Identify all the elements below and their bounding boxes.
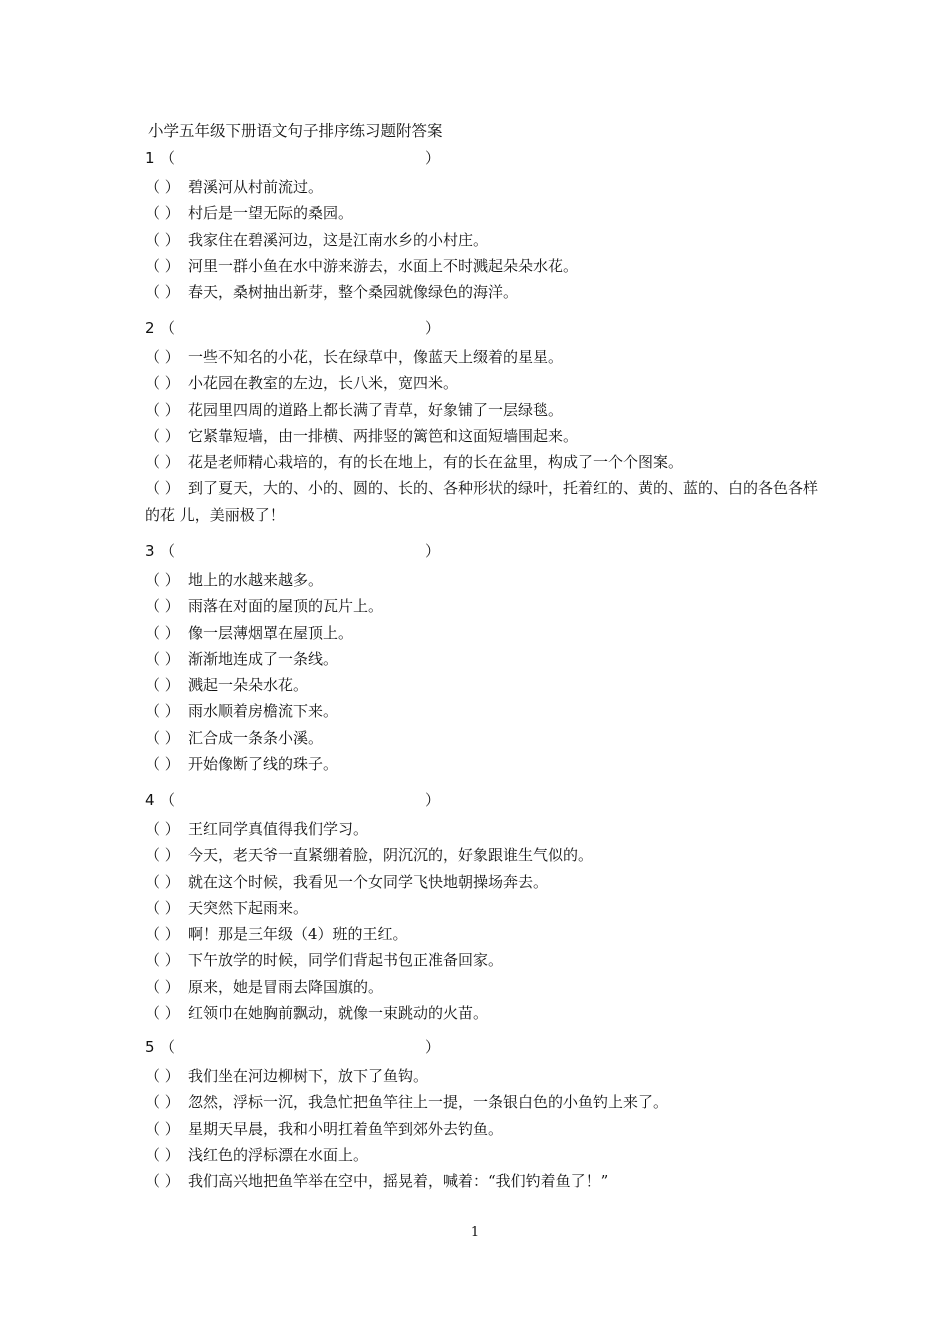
answer-bracket-close: ）: [425, 1038, 441, 1056]
sentence-text: 王红同学真值得我们学习。: [188, 820, 369, 838]
sentence-item: [145, 1116, 825, 1142]
sentence-text: 雨水顺着房檐流下来。: [188, 702, 339, 721]
sentence-text: 今天，老天爷一直紧绷着脸，阴沉沉的，好象跟谁生气似的。: [188, 846, 594, 865]
sentence-text: 星期天早晨，我和小明扛着鱼竿到郊外去钓鱼。: [188, 1119, 504, 1138]
sentence-item: [145, 227, 825, 253]
order-blank: （ ）: [145, 951, 180, 970]
order-blank: （ ）: [145, 230, 180, 249]
order-blank: （ ）: [145, 755, 180, 774]
order-blank: （ ）: [145, 1172, 180, 1191]
order-blank: （ ）: [145, 374, 180, 393]
question-header: [145, 790, 825, 816]
sentence-text: 小花园在教室的左边，长八米，宽四米。: [188, 374, 459, 393]
sentence-item: [145, 1142, 825, 1168]
sentence-text: 我们坐在河边柳树下，放下了鱼钩。: [188, 1067, 429, 1085]
sentence-text: 花是老师精心栽培的，有的长在地上，有的长在盆里，构成了一个个图案。: [188, 453, 684, 472]
sentence-text: 像一层薄烟罩在屋顶上。: [188, 623, 354, 642]
order-blank: （ ）: [145, 977, 180, 996]
sentence-item: [145, 895, 825, 921]
sentence-item: [145, 1089, 825, 1115]
sentence-text: 开始像断了线的珠子。: [188, 755, 339, 774]
order-blank: （ ）: [145, 453, 180, 472]
sentence-item: [145, 449, 825, 475]
sentence-item: [145, 751, 825, 777]
sentence-text: 啊！那是三年级（4）班的王红。: [188, 925, 408, 944]
order-blank: （ ）: [145, 820, 180, 838]
sentence-text: 到了夏天，大的、小的、圆的、长的、各种形状的绿叶，托着红的、黄的、蓝的、白的各色各样的花 儿，美丽极了！: [145, 479, 819, 524]
sentence-item: [145, 253, 825, 279]
sentence-item: [145, 200, 825, 226]
sentence-text: 溅起一朵朵水花。: [188, 676, 309, 695]
question-number: 5: [145, 1038, 155, 1056]
answer-bracket-open: （: [160, 319, 176, 337]
answer-bracket-open: （: [160, 791, 176, 809]
question-header: [145, 541, 825, 567]
order-blank: （ ）: [145, 1145, 180, 1164]
sentence-item: [145, 921, 825, 947]
sentence-item: [145, 842, 825, 868]
order-blank: （ ）: [145, 728, 180, 747]
order-blank: （ ）: [145, 256, 180, 275]
sentence-text: 原来，她是冒雨去降国旗的。: [188, 977, 384, 996]
order-blank: （ ）: [145, 400, 180, 419]
order-blank: （ ）: [145, 1119, 180, 1138]
sentence-item: [145, 646, 825, 672]
sentence-item: [145, 1168, 825, 1194]
answer-bracket-close: ）: [425, 542, 441, 560]
sentence-item: [145, 725, 825, 751]
question-header: [145, 318, 825, 344]
sentence-item: [145, 567, 825, 593]
sentence-text: 渐渐地连成了一条线。: [188, 649, 339, 668]
sentence-item: [145, 869, 825, 895]
question-4: [145, 790, 825, 1026]
question-number: 4: [145, 791, 155, 809]
order-blank: （ ）: [145, 872, 180, 891]
question-number: 3: [145, 542, 155, 560]
answer-bracket-open: （: [160, 1038, 176, 1056]
question-number: 2: [145, 319, 155, 337]
sentence-item: [145, 698, 825, 724]
sentence-text: 我们高兴地把鱼竿举在空中，摇晃着，喊着：“我们钓着鱼了！”: [188, 1172, 609, 1191]
sentence-item: [145, 344, 825, 370]
order-blank: （ ）: [145, 204, 180, 223]
sentence-item: [145, 620, 825, 646]
order-blank: （ ）: [145, 348, 180, 366]
question-5: [145, 1037, 825, 1194]
page-number: 1: [470, 1225, 480, 1240]
sentence-item: [145, 1063, 825, 1089]
sentence-text: 村后是一望无际的桑园。: [188, 204, 354, 223]
sentence-item: [145, 279, 825, 305]
order-blank: （ ）: [145, 1067, 180, 1085]
answer-bracket-close: ）: [425, 791, 441, 809]
order-blank: （ ）: [145, 571, 180, 589]
sentence-text: 花园里四周的道路上都长满了青草，好象铺了一层绿毯。: [188, 400, 564, 419]
order-blank: （ ）: [145, 426, 180, 445]
answer-bracket-open: （: [160, 542, 176, 560]
page-title: 小学五年级下册语文句子排序练习题附答案: [148, 122, 443, 140]
sentence-item: [145, 174, 825, 200]
order-blank: （ ）: [145, 846, 180, 865]
sentence-item: [145, 370, 825, 396]
order-blank: （ ）: [145, 1093, 180, 1112]
sentence-text: 忽然，浮标一沉，我急忙把鱼竿往上一提，一条银白色的小鱼钓上来了。: [188, 1093, 669, 1112]
sentence-text: 河里一群小鱼在水中游来游去，水面上不时溅起朵朵水花。: [188, 256, 579, 275]
sentence-text: 就在这个时候，我看见一个女同学飞快地朝操场奔去。: [188, 872, 549, 891]
order-blank: （ ）: [145, 283, 180, 302]
question-number: 1: [145, 149, 155, 167]
order-blank: （ ）: [145, 178, 180, 196]
sentence-text: 天突然下起雨来。: [188, 898, 309, 917]
sentence-text: 它紧靠短墙，由一排横、两排竖的篱笆和这面短墙围起来。: [188, 426, 579, 445]
answer-bracket-close: ）: [425, 149, 441, 167]
order-blank: （ ）: [145, 676, 180, 695]
sentence-text: 地上的水越来越多。: [188, 571, 324, 589]
answer-bracket-close: ）: [425, 319, 441, 337]
sentence-item: [145, 816, 825, 842]
sentence-item: [145, 475, 825, 528]
question-3: [145, 541, 825, 777]
sentence-item: [145, 397, 825, 423]
sentence-text: 一些不知名的小花，长在绿草中，像蓝天上缀着的星星。: [188, 348, 564, 366]
sentence-item: [145, 593, 825, 619]
sentence-text: 浅红色的浮标漂在水面上。: [188, 1145, 369, 1164]
sentence-text: 汇合成一条条小溪。: [188, 728, 324, 747]
order-blank: （ ）: [145, 597, 180, 616]
order-blank: （ ）: [145, 925, 180, 944]
order-blank: （ ）: [145, 898, 180, 917]
order-blank: （ ）: [145, 702, 180, 721]
sentence-text: 雨落在对面的屋顶的瓦片上。: [188, 597, 384, 616]
sentence-item: [145, 423, 825, 449]
question-header: [145, 1037, 825, 1063]
question-1: [145, 148, 825, 305]
sentence-item: [145, 672, 825, 698]
sentence-text: 碧溪河从村前流过。: [188, 178, 324, 196]
sentence-item: [145, 974, 825, 1000]
order-blank: （ ）: [145, 623, 180, 642]
order-blank: （ ）: [145, 649, 180, 668]
sentence-item: [145, 1000, 825, 1026]
sentence-text: 我家住在碧溪河边，这是江南水乡的小村庄。: [188, 230, 489, 249]
sentence-text: 下午放学的时候，同学们背起书包正准备回家。: [188, 951, 504, 970]
question-2: [145, 318, 825, 528]
order-blank: （ ）: [145, 1004, 180, 1023]
sentence-text: 红领巾在她胸前飘动，就像一束跳动的火苗。: [188, 1004, 489, 1023]
order-blank: （ ）: [145, 479, 180, 498]
question-header: [145, 148, 825, 174]
answer-bracket-open: （: [160, 149, 176, 167]
sentence-text: 春天，桑树抽出新芽，整个桑园就像绿色的海洋。: [188, 283, 519, 302]
sentence-item: [145, 947, 825, 973]
